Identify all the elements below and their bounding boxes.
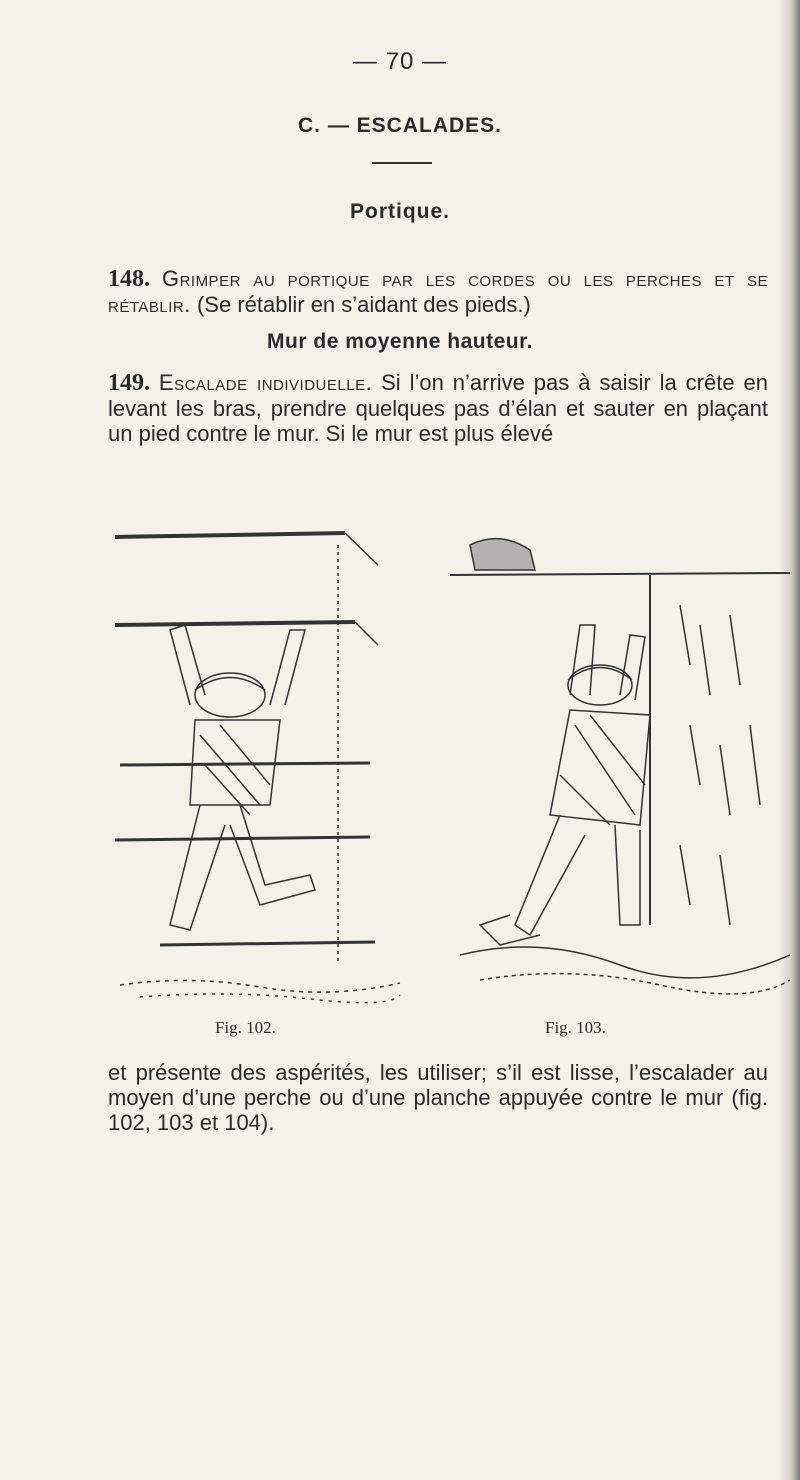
page-number: — 70 — — [352, 48, 448, 75]
sub-heading: Portique. — [349, 200, 450, 223]
exercise-148 — [108, 266, 768, 317]
exercise-number: 148. — [108, 266, 150, 292]
figure-102-caption: Fig. 102. — [215, 1018, 276, 1037]
heading-divider — [372, 162, 432, 164]
figure-102-illustration — [110, 505, 410, 1005]
exercise-149 — [108, 370, 768, 446]
exercise-text: Si l’on n’arrive pas à saisir la crête en levant les bras, prendre quelques pas d’élan et sauter en plaçant un pied contre le mur. Si le mur est plus élevé — [108, 370, 768, 446]
exercise-text: (Se rétablir en s’aidant des pieds.) — [196, 292, 531, 317]
exercise-number: 149. — [108, 370, 150, 396]
exercise-title: Grimper au portique par les cordes ou les perches et se rétablir. — [108, 266, 769, 317]
exercise-title: Escalade individuelle. — [158, 370, 373, 395]
figure-103-caption: Fig. 103. — [545, 1018, 606, 1037]
section-heading: C. — ESCALADES. — [297, 114, 503, 137]
figure-103-illustration — [440, 525, 792, 1015]
continuation-paragraph: et présente des aspérités, les utiliser; s’il est lisse, l’escalader au moyen d’une perche ou d’une planche appuyée contre le mur (fig. 102, 103 et 104). — [108, 1060, 768, 1135]
wall-heading: Mur de moyenne hauteur. — [267, 330, 533, 353]
